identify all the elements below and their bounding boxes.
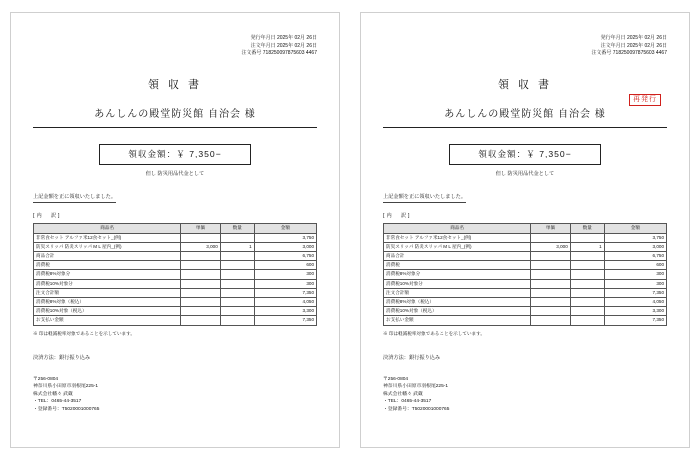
table-row — [384, 288, 667, 297]
cell-amount: 3,300 — [254, 307, 316, 316]
cell-name: 消費税8%対象（税込） — [34, 297, 181, 306]
cell-qty — [570, 270, 604, 279]
header-amount: 金額 — [604, 224, 666, 233]
payment-method: 決済方法：銀行振り込み — [383, 354, 441, 361]
issuer-footer — [33, 376, 99, 413]
cell-unit — [181, 270, 221, 279]
breakdown-label: [内 訳] — [383, 213, 412, 220]
table-header-row — [34, 224, 317, 233]
cell-amount: 6,750 — [254, 252, 316, 261]
cell-name: 防災スリッパ 防炎スリッパ M L 屋内_(例) — [384, 242, 531, 251]
header-unit: 単価 — [531, 224, 571, 233]
cell-qty: 1 — [220, 242, 254, 251]
table-row — [384, 316, 667, 325]
cell-qty — [220, 316, 254, 325]
issue-date: 発行年月日 2025年 02月 26日 — [600, 35, 667, 41]
cell-amount: 7,350 — [254, 316, 316, 325]
table-row — [34, 270, 317, 279]
cell-amount: 300 — [254, 279, 316, 288]
cell-amount: 4,050 — [604, 297, 666, 306]
cell-unit — [531, 307, 571, 316]
cell-amount: 300 — [254, 270, 316, 279]
cell-unit — [531, 270, 571, 279]
payment-method: 決済方法：銀行振り込み — [33, 354, 91, 361]
cell-name: 非常食セット アルファ米12食セット_(例) — [34, 233, 181, 242]
title-row — [383, 78, 667, 103]
cell-unit — [181, 297, 221, 306]
tadashi-note: 但し 防災用品代金として — [145, 171, 205, 178]
breakdown-label: [内 訳] — [33, 213, 62, 220]
header-unit: 単価 — [181, 224, 221, 233]
issuer-company: 株式会社幡々 武蔵 — [383, 391, 423, 397]
cell-amount: 6,750 — [604, 252, 666, 261]
cell-qty — [220, 233, 254, 242]
cell-name: 消費税 — [34, 261, 181, 270]
cell-amount: 600 — [604, 261, 666, 270]
amount-box: 領収金額：￥ 7,350− — [99, 144, 251, 166]
reduced-tax-note: ※ 印は軽減税率対象であることを示しています。 — [33, 330, 135, 336]
cell-unit — [181, 279, 221, 288]
document-meta — [383, 35, 667, 58]
cell-unit — [181, 307, 221, 316]
cell-unit — [531, 288, 571, 297]
cell-qty — [220, 252, 254, 261]
items-table-body — [384, 233, 667, 325]
items-table — [33, 223, 317, 325]
issuer-registration: ・登録番号：T5020001000765 — [383, 406, 450, 412]
header-name: 商品名 — [384, 224, 531, 233]
issuer-registration: ・登録番号：T5020001000765 — [33, 406, 100, 412]
receipt-note: 上記金額を正に領収いたしました。 — [33, 194, 116, 203]
table-row — [384, 279, 667, 288]
cell-qty — [220, 270, 254, 279]
cell-qty — [570, 316, 604, 325]
cell-amount: 300 — [604, 270, 666, 279]
receipt-page-reissued — [360, 12, 690, 448]
cell-name: 防災スリッパ 防炎スリッパ M L 屋内_(例) — [34, 242, 181, 251]
title-row — [33, 78, 317, 93]
cell-name: 消費税10%対象（税込） — [34, 307, 181, 316]
issuer-postal: 〒256-0804 — [383, 376, 409, 382]
order-number: 注文番号 718250097875603 4467 — [591, 50, 667, 56]
order-date: 注文年月日 2025年 02月 26日 — [600, 42, 667, 49]
table-row — [384, 242, 667, 251]
cell-name: 商品合計 — [34, 252, 181, 261]
cell-name: 商品合計 — [384, 252, 531, 261]
header-name: 商品名 — [34, 224, 181, 233]
order-date: 注文年月日 2025年 02月 26日 — [250, 42, 317, 49]
amount-box: 領収金額：￥ 7,350− — [449, 144, 601, 166]
table-row — [34, 252, 317, 261]
addressee: あんしんの殿堂防災館 自治会 様 — [33, 108, 317, 128]
cell-qty — [570, 233, 604, 242]
header-amount: 金額 — [254, 224, 316, 233]
cell-amount: 7,350 — [254, 288, 316, 297]
cell-qty — [570, 297, 604, 306]
table-row — [384, 233, 667, 242]
table-row — [34, 288, 317, 297]
header-qty: 数量 — [570, 224, 604, 233]
issuer-company: 株式会社幡々 武蔵 — [33, 391, 73, 397]
cell-unit — [181, 288, 221, 297]
document-meta — [33, 35, 317, 58]
cell-amount: 4,050 — [254, 297, 316, 306]
cell-qty — [570, 252, 604, 261]
cell-name: 注文合計額 — [384, 288, 531, 297]
table-row — [34, 297, 317, 306]
table-row — [34, 242, 317, 251]
cell-unit — [531, 279, 571, 288]
table-row — [384, 252, 667, 261]
cell-amount: 3,750 — [254, 233, 316, 242]
page-title: 領 収 書 — [497, 78, 553, 91]
issuer-tel: ・TEL：0465-44-3517 — [383, 399, 432, 405]
items-table — [383, 223, 667, 325]
cell-unit: 3,000 — [531, 242, 571, 251]
cell-qty — [570, 307, 604, 316]
cell-amount: 600 — [254, 261, 316, 270]
cell-amount: 7,350 — [604, 316, 666, 325]
cell-unit — [181, 316, 221, 325]
cell-amount: 7,350 — [604, 288, 666, 297]
cell-amount: 3,000 — [604, 242, 666, 251]
cell-name: お支払い金額 — [34, 316, 181, 325]
table-row — [34, 307, 317, 316]
table-row — [34, 316, 317, 325]
cell-unit: 3,000 — [181, 242, 221, 251]
cell-name: 消費税8%対象分 — [384, 270, 531, 279]
table-row — [34, 233, 317, 242]
issuer-footer — [383, 376, 449, 413]
cell-unit — [531, 261, 571, 270]
cell-amount: 3,000 — [254, 242, 316, 251]
reissue-stamp: 再発行 — [629, 94, 661, 106]
issuer-postal: 〒256-0804 — [33, 376, 59, 382]
issue-date: 発行年月日 2025年 02月 26日 — [250, 35, 317, 41]
table-row — [34, 261, 317, 270]
cell-amount: 3,750 — [604, 233, 666, 242]
table-row — [34, 279, 317, 288]
cell-unit — [181, 233, 221, 242]
cell-name: 消費税10%対象（税込） — [384, 307, 531, 316]
cell-qty — [570, 288, 604, 297]
addressee: あんしんの殿堂防災館 自治会 様 — [383, 108, 667, 128]
tadashi-note: 但し 防災用品代金として — [495, 171, 555, 178]
cell-qty — [220, 297, 254, 306]
reduced-tax-note: ※ 印は軽減税率対象であることを示しています。 — [383, 330, 485, 336]
cell-name: 消費税 — [384, 261, 531, 270]
cell-name: 消費税10%対象分 — [34, 279, 181, 288]
cell-unit — [531, 252, 571, 261]
issuer-tel: ・TEL：0465-44-3517 — [33, 399, 82, 405]
receipt-page-original — [10, 12, 340, 448]
cell-name: 非常食セット アルファ米12食セット_(例) — [384, 233, 531, 242]
cell-amount: 3,300 — [604, 307, 666, 316]
table-row — [384, 307, 667, 316]
cell-unit — [531, 316, 571, 325]
cell-unit — [181, 261, 221, 270]
header-qty: 数量 — [220, 224, 254, 233]
table-row — [384, 297, 667, 306]
cell-name: 消費税8%対象分 — [34, 270, 181, 279]
table-row — [384, 270, 667, 279]
cell-qty — [220, 288, 254, 297]
cell-unit — [181, 252, 221, 261]
receipt-note: 上記金額を正に領収いたしました。 — [383, 194, 466, 203]
issuer-address: 神奈川県小田原市羽根尾225-1 — [383, 384, 449, 390]
cell-qty — [220, 279, 254, 288]
cell-name: 消費税8%対象（税込） — [384, 297, 531, 306]
cell-amount: 300 — [604, 279, 666, 288]
cell-unit — [531, 233, 571, 242]
table-header-row — [384, 224, 667, 233]
order-number: 注文番号 718250097875603 4467 — [241, 50, 317, 56]
cell-qty — [570, 261, 604, 270]
cell-name: お支払い金額 — [384, 316, 531, 325]
cell-name: 消費税10%対象分 — [384, 279, 531, 288]
cell-qty — [220, 261, 254, 270]
cell-name: 注文合計額 — [34, 288, 181, 297]
page-title: 領 収 書 — [147, 78, 203, 91]
cell-unit — [531, 297, 571, 306]
cell-qty: 1 — [570, 242, 604, 251]
cell-qty — [220, 307, 254, 316]
table-row — [384, 261, 667, 270]
cell-qty — [570, 279, 604, 288]
issuer-address: 神奈川県小田原市羽根尾225-1 — [33, 384, 99, 390]
items-table-body — [34, 233, 317, 325]
